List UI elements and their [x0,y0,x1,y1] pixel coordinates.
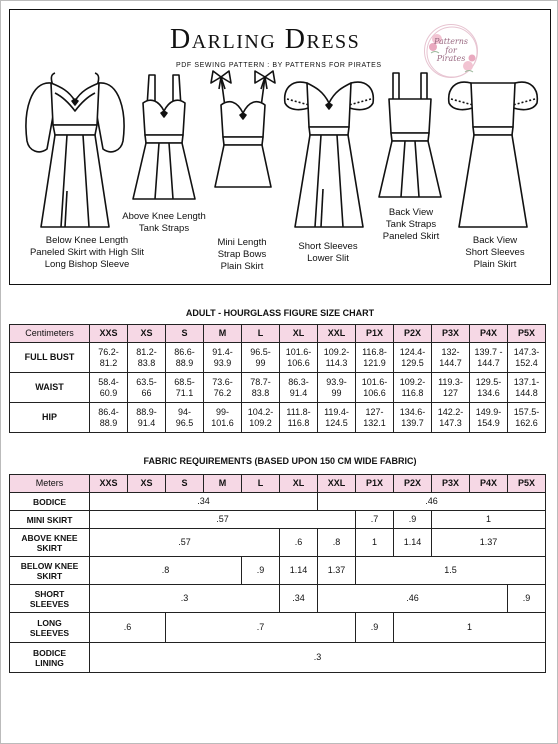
size-cell [128,343,166,373]
fabric-cell: 1 [394,613,546,643]
fabric-cell: 1.5 [356,557,546,585]
size-cell-line: 129.5- [475,376,502,387]
size-cell [204,343,242,373]
fabric-cell: 1 [432,511,546,529]
size-cell-line: 132.1 [363,417,386,428]
fabric-cell: 1.14 [394,529,432,557]
fabric-cell: .57 [90,511,356,529]
dress-caption-back-short-sleeves [457,235,533,271]
fabric-row-label [10,643,90,673]
size-cell [242,343,280,373]
fabric-cell: .9 [242,557,280,585]
fabric-requirements-table [9,474,546,673]
fabric-cell: .7 [356,511,394,529]
size-cell-line: 88.9 [99,417,118,428]
fabric-row-label-line: LONG [37,617,62,628]
size-cell-line: 68.5- [174,376,195,387]
size-cell [280,403,318,433]
fabric-cell: .7 [166,613,356,643]
size-cell-line: 142.2- [437,406,464,417]
size-chart-title: ADULT - HOURGLASS FIGURE SIZE CHART [185,308,375,318]
fabric-cell: 1.14 [280,557,318,585]
fabric-row [10,585,546,613]
fabric-row [10,493,546,511]
fabric-row-label [10,557,90,585]
size-cell [508,343,546,373]
caption-line: Tank Straps [385,219,437,230]
caption-line: Below Knee Length [45,235,129,246]
fabric-cell: .57 [90,529,280,557]
size-chart-body [10,343,546,433]
size-cell [356,373,394,403]
size-cell-line: 86.6- [174,346,195,357]
caption-line: Paneled Skirt with High Slit [29,247,145,258]
size-cell-line: 81.2- [136,346,157,357]
size-cell [432,403,470,433]
caption-line: Short Sleeves [465,247,525,258]
size-cell-line: 94- [177,406,191,417]
size-cell-line: 101.6- [361,376,388,387]
fabric-header-p3x: P3X [432,475,470,493]
size-cell [166,343,204,373]
fabric-header-p5x: P5X [508,475,546,493]
fabric-header-xxl: XXL [318,475,356,493]
size-cell-line: 144.7 [477,357,500,368]
size-header-p1x: P1X [356,325,394,343]
size-cell-line: 149.9- [475,406,502,417]
dress-illustration-back-tank [373,71,447,201]
pattern-subtitle: PDF SEWING PATTERN : BY PATTERNS FOR PIRATES [176,62,382,69]
size-cell-line: 101.6- [285,346,312,357]
fabric-body [10,493,546,673]
size-cell [432,343,470,373]
fabric-cell: .46 [318,493,546,511]
size-cell-line: 93.9- [326,376,347,387]
caption-line: Strap Bows [217,249,267,260]
caption-line: Long Bishop Sleeve [44,259,130,270]
size-header-m: M [204,325,242,343]
size-cell-line: 99 [331,387,342,398]
size-header-xxs: XXS [90,325,128,343]
caption-line: Above Knee Length [122,211,206,222]
size-cell-line: 137.1- [513,376,540,387]
size-cell [166,403,204,433]
dress-caption-tank-straps [115,211,213,235]
dress-caption-short-sleeves [289,241,367,265]
dress-caption-long-sleeve [15,235,159,271]
fabric-cell: 1 [356,529,394,557]
fabric-row-label [10,585,90,613]
fabric-row-label [10,613,90,643]
fabric-header-m: M [204,475,242,493]
size-header-p3x: P3X [432,325,470,343]
size-cell-line: 71.1 [175,387,194,398]
size-cell [242,373,280,403]
caption-line: Tank Straps [138,223,190,234]
size-cell-line: 81.2 [99,357,118,368]
size-header-p4x: P4X [470,325,508,343]
size-header-xxl: XXL [318,325,356,343]
size-cell-line: 129.5 [401,357,424,368]
fabric-header-p2x: P2X [394,475,432,493]
caption-line: Mini Length [217,237,267,248]
size-cell [508,403,546,433]
size-cell [280,343,318,373]
size-chart-header-row [10,325,546,343]
size-row-label: WAIST [10,373,90,403]
size-cell [128,403,166,433]
size-cell [90,343,128,373]
fabric-cell: .3 [90,643,546,673]
size-header-l: L [242,325,280,343]
fabric-header-xxs: XXS [90,475,128,493]
fabric-cell: .46 [318,585,508,613]
fabric-row-label-line: SKIRT [36,570,63,581]
size-cell [318,343,356,373]
size-cell-line: 116.8- [362,346,387,357]
size-cell-line: 109.2- [323,346,350,357]
size-row-label: FULL BUST [10,343,90,373]
caption-line: Paneled Skirt [382,231,440,242]
size-cell-line: 147.3- [513,346,540,357]
size-cell-line: 93.9 [213,357,232,368]
fabric-header-xl: XL [280,475,318,493]
size-cell-line: 91.4 [137,417,156,428]
fabric-row-label-line: SLEEVES [29,598,70,609]
size-cell-line: 83.8 [251,387,270,398]
size-cell-line: 144.8 [515,387,538,398]
fabric-header-row [10,475,546,493]
size-cell-line: 91.4- [212,346,233,357]
size-cell-line: 134.6 [477,387,500,398]
fabric-header-p4x: P4X [470,475,508,493]
fabric-row-label [10,493,90,511]
logo-text: Patterns for Pirates [433,37,469,64]
size-cell-line: 124.4- [399,346,426,357]
size-cell-line: 116.8 [287,417,310,428]
fabric-corner-label: Meters [10,475,90,493]
size-cell-line: 147.3 [439,417,462,428]
size-cell-line: 99 [255,357,266,368]
size-cell-line: 96.5- [250,346,271,357]
dress-illustration-tank-straps [125,73,203,203]
size-cell-line: 60.9 [99,387,118,398]
size-cell-line: 58.4- [98,376,119,387]
fabric-cell: .9 [394,511,432,529]
size-cell-line: 154.9 [477,417,500,428]
fabric-cell: .6 [280,529,318,557]
dress-illustration-long-sleeve [21,71,129,231]
size-cell-line: 88.9 [175,357,194,368]
fabric-row-label-line: BODICE [32,647,67,658]
size-cell-line: 96.5 [175,417,194,428]
fabric-cell: .9 [356,613,394,643]
size-cell [470,403,508,433]
size-cell-line: 91.4 [289,387,308,398]
dress-caption-back-tank [373,207,449,243]
fabric-title: FABRIC REQUIREMENTS (BASED UPON 150 CM WIDE FABRIC) [143,456,417,466]
size-row [10,373,546,403]
fabric-row-label-line: MINI SKIRT [26,514,73,525]
fabric-row [10,511,546,529]
size-cell-line: 116.8 [401,387,424,398]
size-cell [318,403,356,433]
caption-line: Back View [472,235,518,246]
fabric-row [10,643,546,673]
fabric-cell: 1.37 [432,529,546,557]
size-cell-line: 73.6- [212,376,233,387]
size-cell-line: 132- [441,346,460,357]
size-cell-line: 106.6 [363,387,386,398]
size-cell [280,373,318,403]
size-cell [128,373,166,403]
size-cell [470,343,508,373]
size-cell-line: 119.3- [438,376,463,387]
caption-line: Plain Skirt [220,261,264,272]
size-header-xs: XS [128,325,166,343]
size-chart-table [9,324,546,433]
size-cell-line: 127 [442,387,459,398]
size-cell-line: 106.6 [287,357,310,368]
size-cell [204,373,242,403]
size-cell-line: 144.7 [439,357,462,368]
size-cell-line: 88.9- [136,406,157,417]
size-cell [470,373,508,403]
size-header-xl: XL [280,325,318,343]
size-cell [356,403,394,433]
size-header-p2x: P2X [394,325,432,343]
size-cell-line: 99- [215,406,229,417]
size-cell-line: 104.2- [247,406,274,417]
size-cell-line: 127- [365,406,384,417]
size-cell-line: 86.4- [98,406,119,417]
size-cell-line: 101.6 [211,417,234,428]
fabric-row-label [10,529,90,557]
dress-caption-mini [201,237,283,273]
fabric-cell: .8 [318,529,356,557]
pattern-title: Darling Dress [170,24,361,55]
size-cell [166,373,204,403]
size-cell-line: 63.5- [136,376,157,387]
fabric-cell: .34 [90,493,318,511]
fabric-row [10,613,546,643]
size-cell-line: 111.8- [286,406,311,417]
size-cell-line: 119.4- [324,406,349,417]
fabric-cell: .34 [280,585,318,613]
size-header-p5x: P5X [508,325,546,343]
size-cell-line: 66 [141,387,152,398]
size-cell-line: 157.5- [513,406,540,417]
size-cell [394,373,432,403]
size-cell-line: 78.7- [250,376,271,387]
size-cell-line: 152.4 [515,357,538,368]
fabric-cell: .6 [90,613,166,643]
brand-logo [424,24,478,78]
fabric-cell: .8 [90,557,242,585]
caption-line: Plain Skirt [473,259,517,270]
fabric-cell: .3 [90,585,280,613]
size-cell [90,403,128,433]
fabric-header-xs: XS [128,475,166,493]
fabric-row-label-line: SLEEVES [29,627,70,638]
size-cell [394,343,432,373]
size-cell-line: 76.2 [213,387,232,398]
size-cell-line: 162.6 [515,417,538,428]
size-cell-line: 114.3 [325,357,348,368]
dress-illustration-mini [205,61,281,191]
dress-illustration-short-sleeves [281,71,377,231]
size-row [10,343,546,373]
size-cell [318,373,356,403]
size-cell [432,373,470,403]
size-cell [356,343,394,373]
fabric-row-label-line: SKIRT [36,542,63,553]
size-row-label: HIP [10,403,90,433]
fabric-row-label-line: BODICE [32,496,67,507]
size-cell-line: 83.8 [137,357,156,368]
fabric-cell: 1.37 [318,557,356,585]
size-cell [204,403,242,433]
size-cell [242,403,280,433]
fabric-row [10,529,546,557]
size-cell-line: 76.2- [98,346,119,357]
size-cell [90,373,128,403]
fabric-header-s: S [166,475,204,493]
fabric-row-label-line: LINING [35,657,64,668]
fabric-header-l: L [242,475,280,493]
fabric-row-label-line: BELOW KNEE [20,560,79,571]
fabric-header-p1x: P1X [356,475,394,493]
fabric-row [10,557,546,585]
size-cell-line: 109.2 [249,417,272,428]
caption-line: Short Sleeves [298,241,358,252]
fabric-cell: .9 [508,585,546,613]
size-cell-line: 121.9 [363,357,386,368]
size-cell-line: 139.7 [401,417,424,428]
dress-illustration-back-short-sleeves [447,71,539,231]
fabric-row-label-line: SHORT [34,588,65,599]
size-chart-corner-label: Centimeters [10,325,90,343]
size-cell-line: 86.3- [288,376,309,387]
size-cell-line: 134.6- [399,406,426,417]
caption-line: Lower Slit [307,253,349,264]
size-cell [394,403,432,433]
size-header-s: S [166,325,204,343]
fabric-row-label [10,511,90,529]
size-row [10,403,546,433]
size-cell-line: 109.2- [399,376,426,387]
size-cell-line: 124.5 [325,417,348,428]
size-cell-line: 139.7 - [474,346,503,357]
caption-line: Back View [388,207,434,218]
fabric-row-label-line: ABOVE KNEE [21,532,78,543]
size-cell [508,373,546,403]
